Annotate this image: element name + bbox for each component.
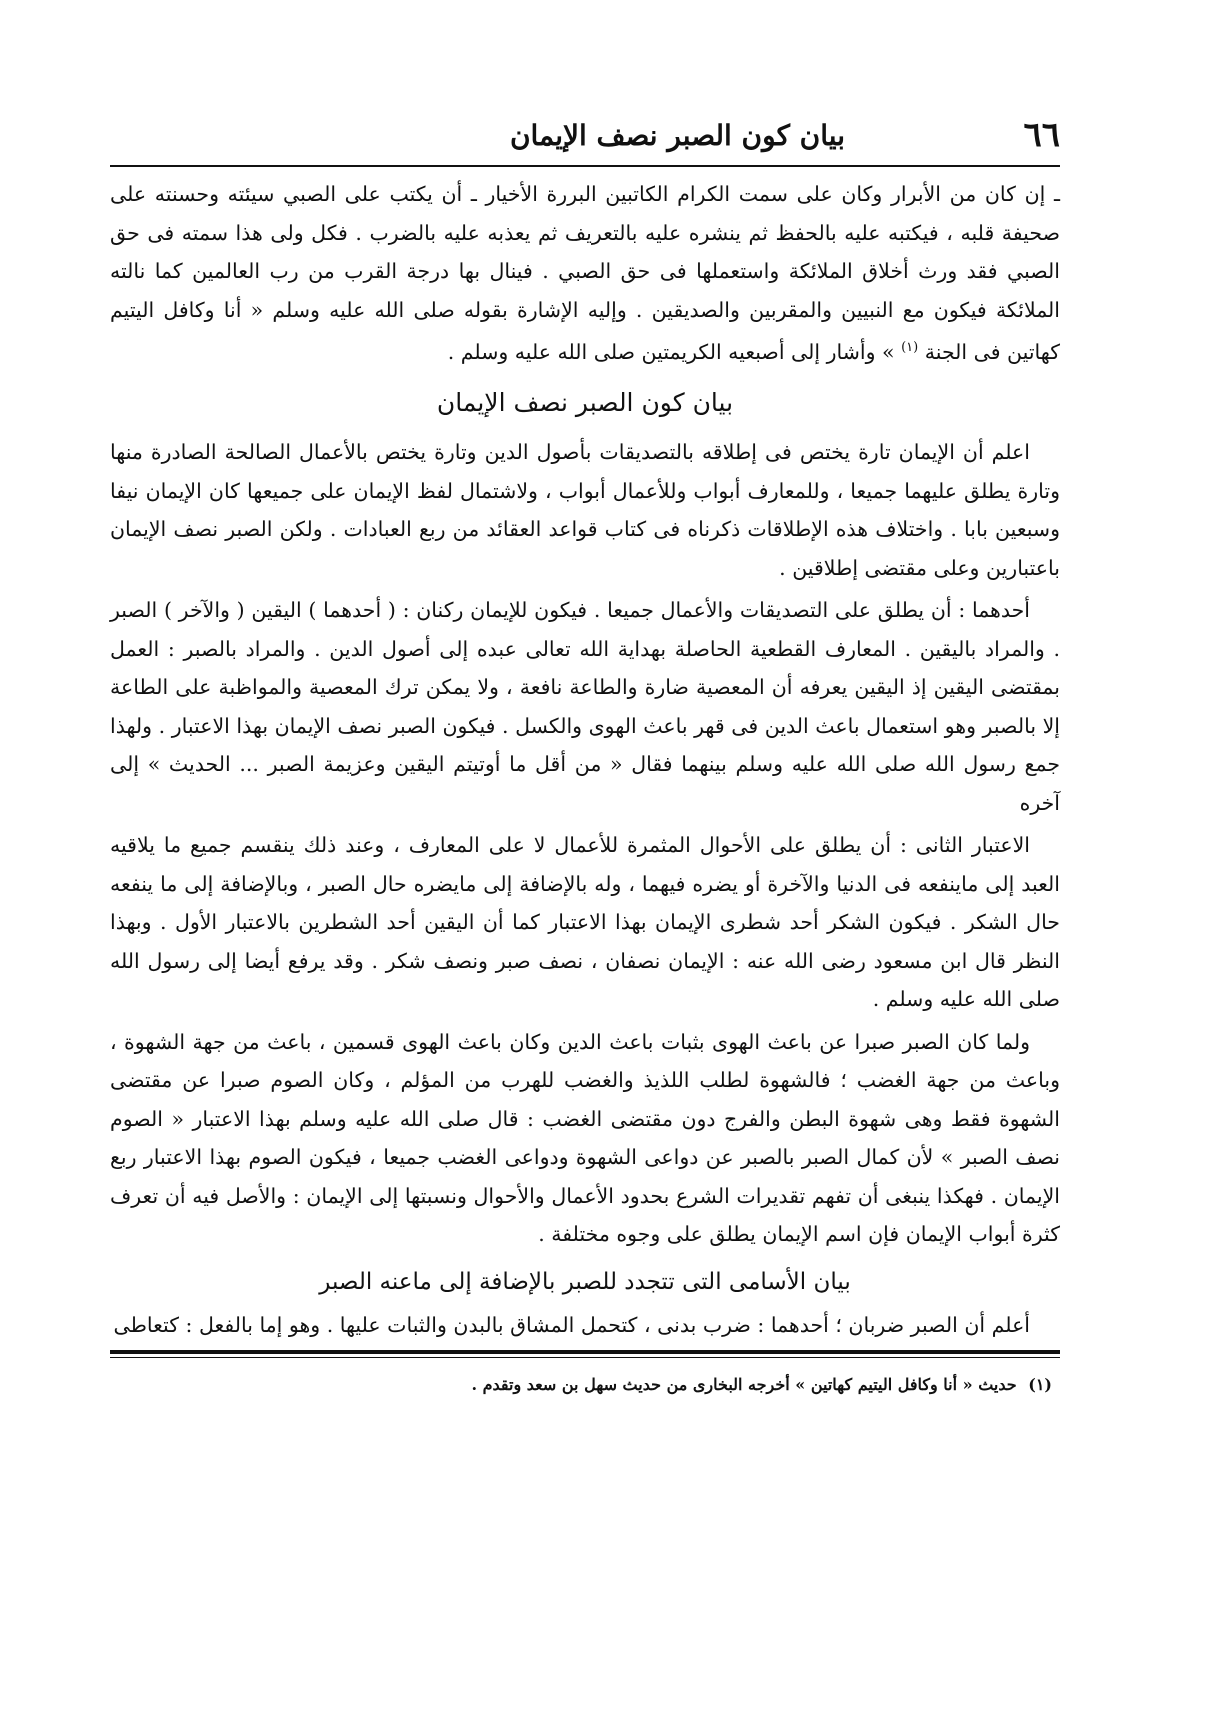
- paragraph: ولما كان الصبر صبرا عن باعث الهوى بثبات باعث الدين وكان باعث الهوى قسمين ، باعث من جهة الشهوة ، وباعث من جهة الغضب ؛ فالشهوة لطلب اللذيذ والغضب للهرب من المؤلم ، وكان الصوم صبرا عن مقتضى الشهوة فقط وهى شهوة البطن والفرج دون مقتضى الغضب : قال صلى الله عليه وسلم بهذا الاعتبار « الصوم نصف الصبر » لأن كمال الصبر بالصبر عن دواعى الشهوة ودواعى الغضب جميعا ، فيكون الصوم بهذا الاعتبار ربع الإيمان . فهكذا ينبغى أن تفهم تقديرات الشرع بحدود الأعمال والأحوال ونسبتها إلى الإيمان : والأصل فيه أن تعرف كثرة أبواب الإيمان فإن اسم الإيمان يطلق على وجوه مختلفة .: [110, 1029, 1060, 1247]
- page-number: ٦٦: [1023, 115, 1060, 155]
- paragraph: الاعتبار الثانى : أن يطلق على الأحوال المثمرة للأعمال لا على المعارف ، وعند ذلك ينقسم جميع ما يلاقيه العبد إلى ماينفعه فى الدنيا والآخرة أو يضره فيهما ، وله بالإضافة إلى مايضره حال الصبر ، وبالإضافة إلى ما ينفعه حال الشكر . فيكون الشكر أحد شطرى الإيمان بهذا الاعتبار كما أن اليقين أحد الشطرين بالاعتبار الأول . وبهذا النظر قال ابن مسعود رضى الله عنه : الإيمان نصفان ، نصف صبر ونصف شكر . وقد يرفع أيضا إلى رسول الله صلى الله عليه وسلم .: [110, 833, 1060, 1012]
- book-page: [110, 110, 1060, 1400]
- footnote-reference: (١): [901, 340, 919, 355]
- footnote-number: (١): [1028, 1375, 1052, 1395]
- thin-rule: [110, 1357, 1060, 1358]
- header-rule: [110, 165, 1060, 167]
- opening-paragraph: [110, 175, 1060, 371]
- paragraph: اعلم أن الإيمان تارة يختص فى إطلاقه بالتصديقات بأصول الدين وتارة يختص بالأعمال الصالحة الصادرة منها وتارة يطلق عليهما جميعا ، وللمعارف أبواب وللأعمال أبواب ، ولاشتمال لفظ الإيمان على جميعها كان الإيمان نيفا وسبعين بابا . واختلاف هذه الإطلاقات ذكرناه فى كتاب قواعد العقائد من ربع العبادات . ولكن الصبر نصف الإيمان باعتبارين وعلى مقتضى إطلاقين .: [110, 440, 1060, 580]
- paragraph: أعلم أن الصبر ضربان ؛ أحدهما : ضرب بدنى ، كتحمل المشاق بالبدن والثبات عليها . وهو إما بالفعل : كتعاطى: [113, 1312, 1030, 1337]
- footnote-text: حديث « أنا وكافل اليتيم كهاتين » أخرجه البخارى من حديث سهل بن سعد وتقدم .: [471, 1375, 1017, 1395]
- paragraph: أحدهما : أن يطلق على التصديقات والأعمال جميعا . فيكون للإيمان ركنان : ( أحدهما ) اليقين ( والآخر ) الصبر . والمراد باليقين . المعارف القطعية الحاصلة بهداية الله تعالى عبده إلى أصول الدين . والمراد بالصبر : العمل بمقتضى اليقين إذ اليقين يعرفه أن المعصية ضارة والطاعة نافعة ، ولا يمكن ترك المعصية والمواظبة على الطاعة إلا بالصبر وهو استعمال باعث الدين فى قهر باعث الهوى والكسل . فيكون الصبر نصف الإيمان بهذا الاعتبار . ولهذا جمع رسول الله صلى الله عليه وسلم بينهما فقال « من أقل ما أوتيتم اليقين وعزيمة الصبر ... الحديث » إلى آخره: [110, 598, 1060, 815]
- opening-paragraph-text: ـ إن كان من الأبرار وكان على سمت الكرام الكاتبين البررة الأخيار ـ أن يكتب على الصبي سيئته وحسنته على صحيفة قلبه ، فيكتبه عليه بالحفظ ثم ينشره عليه بالتعريف ثم يعذبه عليه بالضرب . فكل ولى هذا سمته فى حق الصبي فقد ورث أخلاق الملائكة واستعملها فى حق الصبي . فينال بها درجة القرب من رب العالمين كما نالته الملائكة فيكون مع النبيين والمقربين والصديقين . وإليه الإشارة بقوله صلى الله عليه وسلم « أنا وكافل اليتيم كهاتين فى الجنة: [110, 182, 1060, 364]
- section-title-names-of-patience: بيان الأسامى التى تتجدد للصبر بالإضافة إلى ماعنه الصبر: [319, 1268, 851, 1295]
- section-title-patience-half-faith: بيان كون الصبر نصف الإيمان: [436, 388, 734, 418]
- running-title: بيان كون الصبر نصف الإيمان: [509, 119, 845, 152]
- footnote: [110, 1370, 1060, 1400]
- footnote-separator: [110, 1350, 1060, 1358]
- thick-rule: [110, 1350, 1060, 1354]
- page-header: [110, 110, 1060, 165]
- opening-paragraph-end: » وأشار إلى أصبعيه الكريمتين صلى الله عليه وسلم .: [447, 339, 895, 364]
